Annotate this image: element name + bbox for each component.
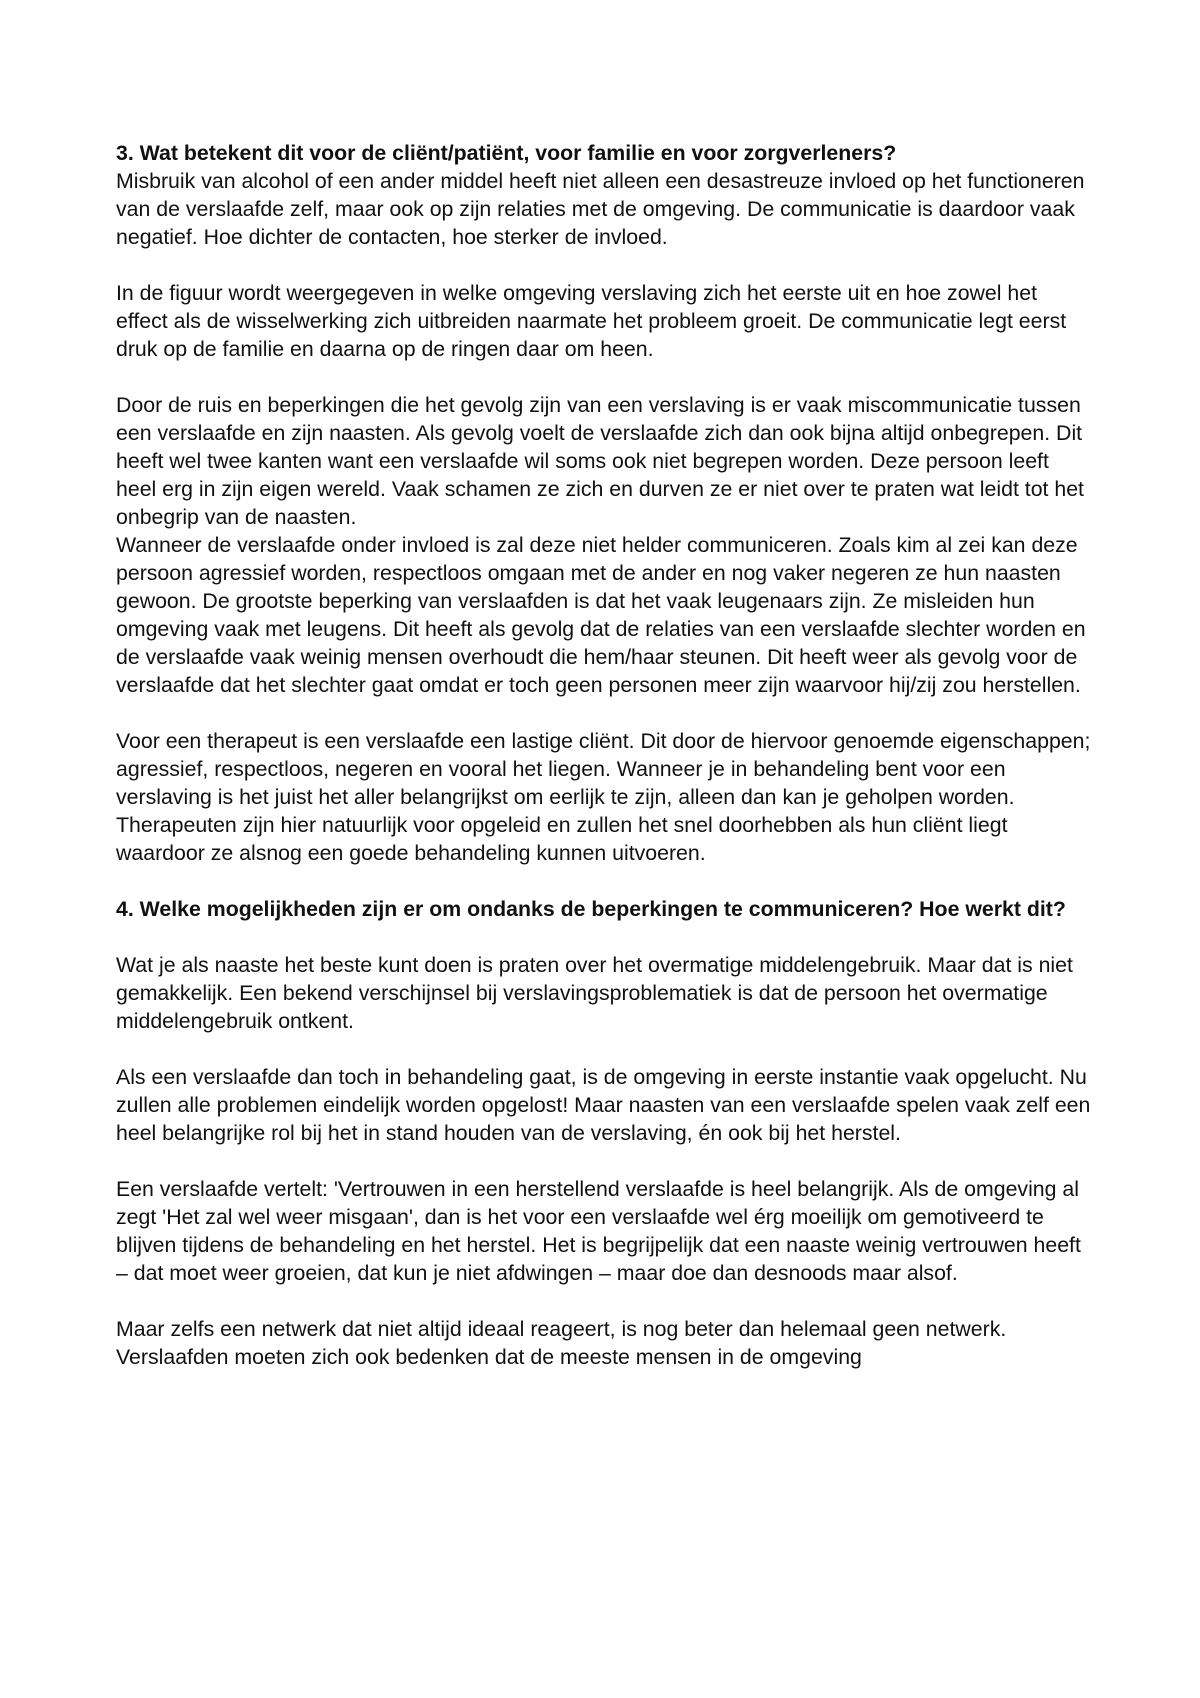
section-3-heading: 3. Wat betekent dit voor de cliënt/patiënt, voor familie en voor zorgverleners?: [116, 141, 897, 165]
section-3-paragraph-3: Door de ruis en beperkingen die het gevolg zijn van een verslaving is er vaak miscommunicatie tussen een verslaafde en zijn naasten. Als gevolg voelt de verslaafde zich dan ook bijna altijd onbegrepen. Dit heeft wel twee kanten want een verslaafde wil soms ook niet begrepen worden. Deze persoon leeft heel erg in zijn eigen wereld. Vaak schamen ze zich en durven ze er niet over te praten wat leidt tot het onbegrip van de naasten.: [116, 393, 1084, 529]
paragraph-gap: [116, 1287, 1091, 1315]
section-4-heading: 4. Welke mogelijkheden zijn er om ondanks de beperkingen te communiceren? Hoe werkt dit?: [116, 897, 1066, 921]
section-4-paragraph-2: Als een verslaafde dan toch in behandeling gaat, is de omgeving in eerste instantie vaak opgelucht. Nu zullen alle problemen eindelijk worden opgelost! Maar naasten van een verslaafde spelen vaak zelf een heel belangrijke rol bij het in stand houden van de verslaving, én ook bij het herstel.: [116, 1065, 1091, 1145]
section-3-paragraph-5: Voor een therapeut is een verslaafde een lastige cliënt. Dit door de hiervoor genoemde eigenschappen; agressief, respectloos, negeren en vooral het liegen. Wanneer je in behandeling bent voor een verslaving is het juist het aller belangrijkst om eerlijk te zijn, alleen dan kan je geholpen worden. Therapeuten zijn hier natuurlijk voor opgeleid en zullen het snel doorhebben als hun cliënt liegt waardoor ze alsnog een goede behandeling kunnen uitvoeren.: [116, 729, 1091, 865]
paragraph-gap: [116, 699, 1091, 727]
paragraph-gap: [116, 1147, 1091, 1175]
paragraph-gap: [116, 867, 1091, 895]
section-4-paragraph-1: Wat je als naaste het beste kunt doen is praten over het overmatige middelengebruik. Maar dat is niet gemakkelijk. Een bekend verschijnsel bij verslavingsproblematiek is dat de persoon het overmatige middelengebruik ontkent.: [116, 953, 1073, 1033]
section-3-paragraph-2: In de figuur wordt weergegeven in welke omgeving verslaving zich het eerste uit en hoe zowel het effect als de wisselwerking zich uitbreiden naarmate het probleem groeit. De communicatie legt eerst druk op de familie en daarna op de ringen daar om heen.: [116, 281, 1067, 361]
section-4-paragraph-3: Een verslaafde vertelt: 'Vertrouwen in een herstellend verslaafde is heel belangrijk. Als de omgeving al zegt 'Het zal wel weer misgaan', dan is het voor een verslaafde wel érg moeilijk om gemotiveerd te blijven tijdens de behandeling en het herstel. Het is begrijpelijk dat een naaste weinig vertrouwen heeft – dat moet weer groeien, dat kun je niet afdwingen – maar doe dan desnoods maar alsof.: [116, 1177, 1081, 1285]
section-4-paragraph-4: Maar zelfs een netwerk dat niet altijd ideaal reageert, is nog beter dan helemaal geen netwerk. Verslaafden moeten zich ook bedenken dat de meeste mensen in de omgeving: [116, 1317, 1007, 1369]
document-page: [116, 139, 1091, 1371]
paragraph-gap: [116, 1035, 1091, 1063]
paragraph-gap: [116, 363, 1091, 391]
paragraph-gap: [116, 923, 1091, 951]
section-3-paragraph-4: Wanneer de verslaafde onder invloed is zal deze niet helder communiceren. Zoals kim al zei kan deze persoon agressief worden, respectloos omgaan met de ander en nog vaker negeren ze hun naasten gewoon. De grootste beperking van verslaafden is dat het vaak leugenaars zijn. Ze misleiden hun omgeving vaak met leugens. Dit heeft als gevolg dat de relaties van een verslaafde slechter worden en de verslaafde vaak weinig mensen overhoudt die hem/haar steunen. Dit heeft weer als gevolg voor de verslaafde dat het slechter gaat omdat er toch geen personen meer zijn waarvoor hij/zij zou herstellen.: [116, 533, 1086, 697]
paragraph-gap: [116, 251, 1091, 279]
section-3-paragraph-1: Misbruik van alcohol of een ander middel heeft niet alleen een desastreuze invloed op het functioneren van de verslaafde zelf, maar ook op zijn relaties met de omgeving. De communicatie is daardoor vaak negatief. Hoe dichter de contacten, hoe sterker de invloed.: [116, 169, 1085, 249]
